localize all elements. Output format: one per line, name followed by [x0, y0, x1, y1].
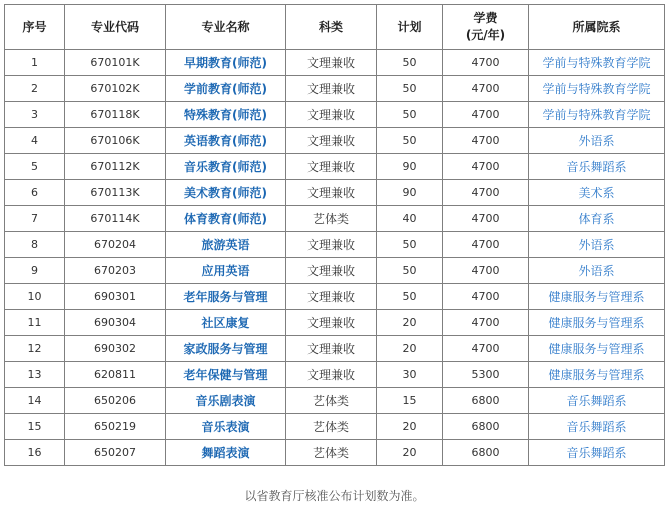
table-row [5, 128, 665, 154]
cell-code: 670114K [65, 206, 166, 232]
cell-dept-link[interactable]: 体育系 [529, 206, 665, 232]
cell-fee: 4700 [443, 76, 529, 102]
cell-fee: 4700 [443, 232, 529, 258]
cell-dept-link[interactable]: 学前与特殊教育学院 [529, 102, 665, 128]
cell-code: 670101K [65, 50, 166, 76]
cell-category: 文理兼收 [286, 76, 377, 102]
cell-code: 690302 [65, 336, 166, 362]
header-fee-line1: 学费 [473, 11, 498, 25]
cell-code: 670204 [65, 232, 166, 258]
header-dept: 所属院系 [529, 5, 665, 50]
cell-fee: 6800 [443, 414, 529, 440]
footnote: 以省教育厅核准公布计划数为准。 [244, 489, 425, 503]
cell-code: 650207 [65, 440, 166, 466]
header-name: 专业名称 [166, 5, 286, 50]
cell-fee: 4700 [443, 50, 529, 76]
cell-dept-link[interactable]: 外语系 [529, 232, 665, 258]
cell-plan: 20 [377, 414, 443, 440]
cell-category: 文理兼收 [286, 362, 377, 388]
table-row [5, 414, 665, 440]
cell-dept-link[interactable]: 外语系 [529, 128, 665, 154]
cell-code: 670112K [65, 154, 166, 180]
cell-seq: 13 [5, 362, 65, 388]
cell-dept-link[interactable]: 音乐舞蹈系 [529, 154, 665, 180]
cell-dept-link[interactable]: 健康服务与管理系 [529, 362, 665, 388]
cell-fee: 4700 [443, 206, 529, 232]
table-row [5, 102, 665, 128]
cell-category: 文理兼收 [286, 102, 377, 128]
cell-major-name-link[interactable]: 舞蹈表演 [166, 440, 286, 466]
cell-plan: 90 [377, 154, 443, 180]
cell-seq: 1 [5, 50, 65, 76]
cell-seq: 11 [5, 310, 65, 336]
cell-category: 文理兼收 [286, 128, 377, 154]
cell-seq: 7 [5, 206, 65, 232]
cell-major-name-link[interactable]: 体育教育(师范) [166, 206, 286, 232]
cell-fee: 4700 [443, 258, 529, 284]
cell-category: 艺体类 [286, 440, 377, 466]
cell-category: 艺体类 [286, 414, 377, 440]
cell-code: 670102K [65, 76, 166, 102]
cell-major-name-link[interactable]: 学前教育(师范) [166, 76, 286, 102]
cell-code: 670106K [65, 128, 166, 154]
cell-code: 650219 [65, 414, 166, 440]
cell-major-name-link[interactable]: 美术教育(师范) [166, 180, 286, 206]
cell-dept-link[interactable]: 美术系 [529, 180, 665, 206]
table-row [5, 336, 665, 362]
header-fee-line2: (元/年) [465, 28, 506, 42]
cell-category: 文理兼收 [286, 258, 377, 284]
cell-code: 670203 [65, 258, 166, 284]
cell-category: 文理兼收 [286, 310, 377, 336]
table-row [5, 206, 665, 232]
table-row [5, 180, 665, 206]
cell-plan: 40 [377, 206, 443, 232]
cell-fee: 4700 [443, 284, 529, 310]
cell-dept-link[interactable]: 外语系 [529, 258, 665, 284]
cell-seq: 9 [5, 258, 65, 284]
cell-category: 文理兼收 [286, 284, 377, 310]
table-row [5, 440, 665, 466]
cell-seq: 6 [5, 180, 65, 206]
cell-code: 650206 [65, 388, 166, 414]
table-row [5, 284, 665, 310]
cell-code: 690304 [65, 310, 166, 336]
header-category: 科类 [286, 5, 377, 50]
cell-major-name-link[interactable]: 特殊教育(师范) [166, 102, 286, 128]
cell-category: 文理兼收 [286, 50, 377, 76]
cell-plan: 50 [377, 50, 443, 76]
cell-fee: 4700 [443, 102, 529, 128]
cell-code: 670113K [65, 180, 166, 206]
table-row [5, 50, 665, 76]
cell-major-name-link[interactable]: 音乐表演 [166, 414, 286, 440]
cell-plan: 20 [377, 440, 443, 466]
cell-dept-link[interactable]: 音乐舞蹈系 [529, 440, 665, 466]
cell-category: 文理兼收 [286, 180, 377, 206]
cell-major-name-link[interactable]: 老年保健与管理 [166, 362, 286, 388]
cell-major-name-link[interactable]: 音乐教育(师范) [166, 154, 286, 180]
cell-dept-link[interactable]: 健康服务与管理系 [529, 310, 665, 336]
cell-fee: 5300 [443, 362, 529, 388]
cell-category: 艺体类 [286, 388, 377, 414]
cell-category: 文理兼收 [286, 232, 377, 258]
cell-plan: 50 [377, 232, 443, 258]
header-plan: 计划 [377, 5, 443, 50]
table-row [5, 388, 665, 414]
table-header-row [5, 5, 665, 50]
cell-seq: 15 [5, 414, 65, 440]
header-code: 专业代码 [65, 5, 166, 50]
cell-plan: 20 [377, 310, 443, 336]
cell-seq: 10 [5, 284, 65, 310]
cell-major-name-link[interactable]: 早期教育(师范) [166, 50, 286, 76]
cell-seq: 12 [5, 336, 65, 362]
cell-category: 文理兼收 [286, 336, 377, 362]
cell-plan: 50 [377, 76, 443, 102]
cell-dept-link[interactable]: 音乐舞蹈系 [529, 414, 665, 440]
cell-plan: 50 [377, 102, 443, 128]
cell-dept-link[interactable]: 音乐舞蹈系 [529, 388, 665, 414]
cell-plan: 50 [377, 128, 443, 154]
cell-seq: 16 [5, 440, 65, 466]
cell-seq: 4 [5, 128, 65, 154]
cell-plan: 20 [377, 336, 443, 362]
cell-category: 艺体类 [286, 206, 377, 232]
cell-plan: 50 [377, 258, 443, 284]
cell-seq: 14 [5, 388, 65, 414]
table-row [5, 258, 665, 284]
cell-major-name-link[interactable]: 音乐剧表演 [166, 388, 286, 414]
cell-plan: 90 [377, 180, 443, 206]
cell-fee: 4700 [443, 310, 529, 336]
cell-category: 文理兼收 [286, 154, 377, 180]
table-row [5, 310, 665, 336]
cell-plan: 15 [377, 388, 443, 414]
table-row [5, 232, 665, 258]
cell-dept-link[interactable]: 健康服务与管理系 [529, 336, 665, 362]
cell-code: 690301 [65, 284, 166, 310]
header-fee [443, 5, 529, 50]
cell-fee: 6800 [443, 440, 529, 466]
enrollment-plan-table [4, 4, 665, 466]
cell-major-name-link[interactable]: 家政服务与管理 [166, 336, 286, 362]
cell-dept-link[interactable]: 健康服务与管理系 [529, 284, 665, 310]
cell-major-name-link[interactable]: 社区康复 [166, 310, 286, 336]
cell-seq: 5 [5, 154, 65, 180]
cell-seq: 8 [5, 232, 65, 258]
cell-major-name-link[interactable]: 英语教育(师范) [166, 128, 286, 154]
cell-major-name-link[interactable]: 旅游英语 [166, 232, 286, 258]
table-row [5, 154, 665, 180]
cell-fee: 4700 [443, 180, 529, 206]
cell-fee: 4700 [443, 154, 529, 180]
cell-dept-link[interactable]: 学前与特殊教育学院 [529, 76, 665, 102]
table-row [5, 362, 665, 388]
header-seq: 序号 [5, 5, 65, 50]
cell-code: 620811 [65, 362, 166, 388]
cell-fee: 6800 [443, 388, 529, 414]
cell-fee: 4700 [443, 128, 529, 154]
cell-major-name-link[interactable]: 老年服务与管理 [166, 284, 286, 310]
cell-dept-link[interactable]: 学前与特殊教育学院 [529, 50, 665, 76]
cell-seq: 2 [5, 76, 65, 102]
cell-fee: 4700 [443, 336, 529, 362]
table-row [5, 76, 665, 102]
cell-seq: 3 [5, 102, 65, 128]
cell-code: 670118K [65, 102, 166, 128]
cell-major-name-link[interactable]: 应用英语 [166, 258, 286, 284]
cell-plan: 50 [377, 284, 443, 310]
cell-plan: 30 [377, 362, 443, 388]
